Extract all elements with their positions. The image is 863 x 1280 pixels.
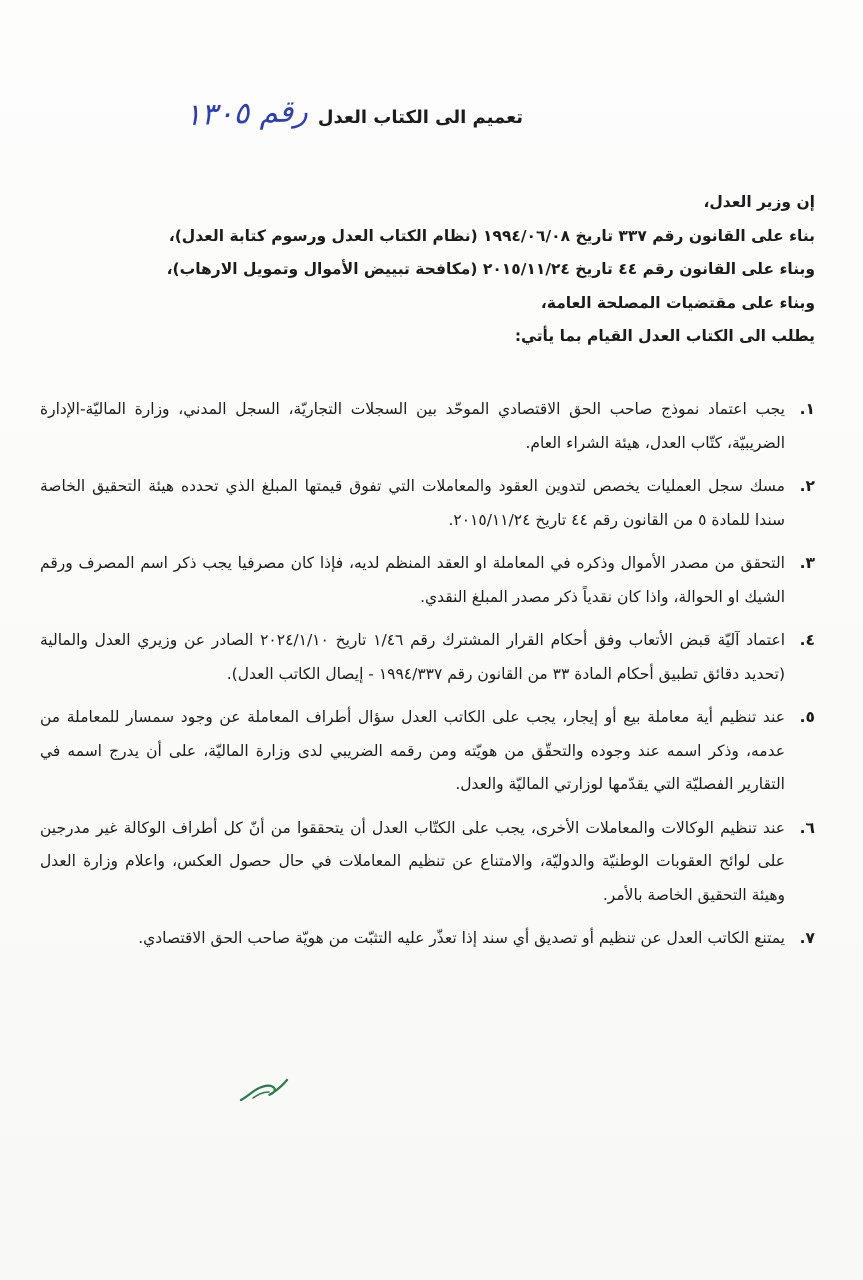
item-number: ٣. (799, 554, 815, 572)
preamble-line: وبناء على مقتضيات المصلحة العامة، (540, 293, 815, 312)
item-text: يجب اعتماد نموذج صاحب الحق الاقتصادي الموحّد بين السجلات التجاريّة، السجل المدني، وزارة الماليّة-الإدارة الضريبيّة، كتّاب العدل، هيئة الشراء العام. (40, 400, 785, 452)
item-text: عند تنظيم الوكالات والمعاملات الأخرى، يجب على الكتّاب العدل أن يتحققوا من أنّ كل أطراف الوكالة غير مدرجين على لوائح العقوبات الوطنيّة والدوليّة، والامتناع عن تنظيم المعاملات في حال حصول العكس، واعلام وزارة العدل وهيئة التحقيق الخاصة بالأمر. (40, 818, 785, 904)
list-item (40, 470, 815, 537)
directive-list (40, 393, 815, 966)
item-text: يمتنع الكاتب العدل عن تنظيم أو تصديق أي سند إذا تعذّر عليه التثبّت من هويّة صاحب الحق الاقتصادي. (138, 929, 785, 947)
item-text: عند تنظيم أية معاملة بيع أو إيجار، يجب على الكاتب العدل سؤال أطراف المعاملة عن وجود سمسار للمعاملة من عدمه، وذكر اسمه عند وجوده والتحقّق من هويّته ومن رقمه الضريبي لدى وزارة الماليّة، على أن يدرج اسمه في التقارير الفصليّة التي يقدّمها لوزارتي الماليّة والعدل. (40, 708, 785, 793)
item-number: ٧. (799, 929, 815, 947)
item-number: ٦. (799, 818, 815, 837)
list-item (40, 812, 815, 913)
list-item (40, 393, 815, 460)
list-item (40, 624, 815, 691)
item-number: ٤. (799, 631, 815, 649)
item-text: اعتماد آليّة قبض الأتعاب وفق أحكام القرار المشترك رقم ١/٤٦ تاريخ ٢٠٢٤/١/١٠ الصادر عن وزيري العدل والمالية (تحديد دقائق تطبيق أحكام المادة ٣٣ من القانون رقم ١٩٩٤/٣٣٧ - إيصال الكاتب العدل). (40, 631, 786, 683)
item-number: ١. (799, 400, 815, 418)
signature-mark (235, 1070, 295, 1110)
preamble-line: إن وزير العدل، (703, 193, 815, 211)
item-number: ٢. (799, 477, 815, 495)
document-header (184, 93, 523, 134)
item-text: مسك سجل العمليات يخصص لتدوين العقود والمعاملات التي تفوق قيمتها المبلغ الذي تحدده هيئة التحقيق الخاصة سندا للمادة ٥ من القانون رقم ٤٤ تاريخ ٢٠١٥/١١/٢٤. (40, 477, 785, 529)
document-title: تعميم الى الكتاب العدل (317, 107, 523, 128)
preamble-line: بناء على القانون رقم ٣٣٧ تاريخ ١٩٩٤/٠٦/٠٨ (نظام الكتاب العدل ورسوم كتابة العدل)، (168, 226, 815, 245)
preamble (45, 186, 815, 354)
preamble-line: يطلب الى الكتاب العدل القيام بما يأتي: (514, 327, 815, 345)
item-text: التحقق من مصدر الأموال وذكره في المعاملة او العقد المنظم لديه، فإذا كان مصرفيا يجب ذكر اسم المصرف ورقم الشيك او الحوالة، واذا كان نقدياً ذكر مصدر المبلغ النقدي. (40, 554, 785, 606)
preamble-line: وبناء على القانون رقم ٤٤ تاريخ ٢٠١٥/١١/٢٤ (مكافحة تبييض الأموال وتمويل الارهاب)، (166, 260, 815, 278)
list-item (40, 547, 815, 614)
list-item (40, 922, 815, 956)
handwritten-number: رقم ١٣٠٥ (184, 93, 309, 134)
list-item (40, 701, 815, 802)
item-number: ٥. (799, 708, 815, 726)
